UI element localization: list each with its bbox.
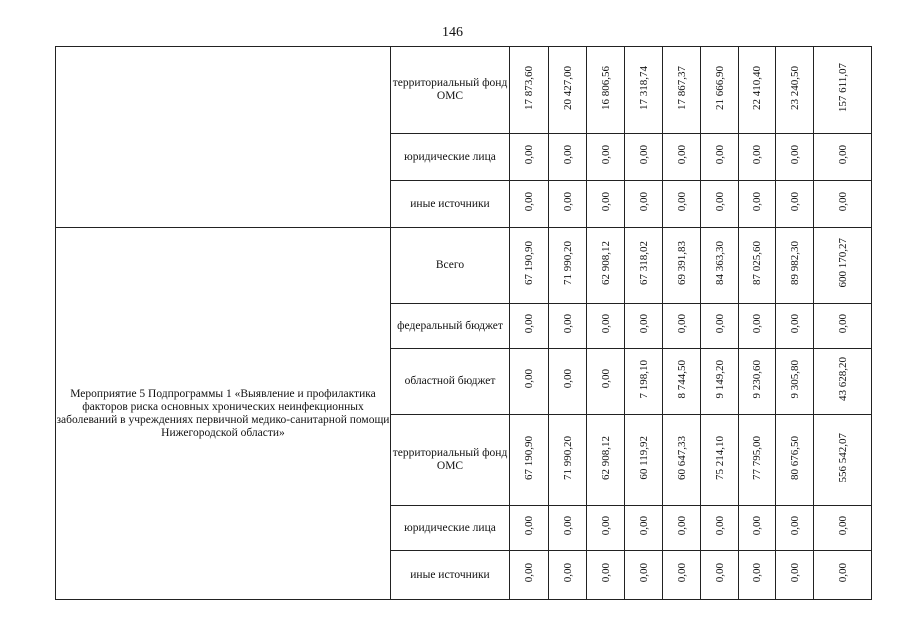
value-cell [776,181,814,228]
value-text: 0,00 [675,562,688,583]
value-cell [663,349,701,415]
value-cell [510,304,549,349]
value-text: 0,00 [523,313,535,334]
value-text: 62 908,12 [599,435,612,480]
value-text: 0,00 [637,313,650,334]
value-cell [814,181,872,228]
value-text: 0,00 [561,191,574,212]
value-text: 67 318,02 [637,241,650,285]
value-text: 0,00 [599,369,612,389]
funding-source-cell: иные источники [391,181,510,228]
value-text: 17 318,74 [637,65,650,110]
value-cell [510,47,549,134]
value-cell [776,134,814,181]
value-cell [549,415,587,506]
value-cell [776,415,814,506]
value-cell [587,349,625,415]
value-cell [663,506,701,551]
value-cell [701,349,739,415]
value-cell [701,304,739,349]
value-text: 9 149,20 [713,359,726,399]
value-text: 0,00 [599,144,612,165]
value-text: 0,00 [523,515,535,536]
value-text: 77 795,00 [751,435,763,480]
table-row [56,228,872,304]
value-cell [549,181,587,228]
value-text: 0,00 [713,562,726,583]
value-cell [549,349,587,415]
value-text: 0,00 [599,562,612,583]
value-cell [739,134,776,181]
value-cell [739,506,776,551]
funding-source-cell: территориальный фонд ОМС [391,47,510,134]
value-text: 16 806,56 [599,65,612,110]
value-text: 9 305,80 [788,359,801,399]
value-cell [549,134,587,181]
value-text: 0,00 [599,515,612,536]
value-cell [587,181,625,228]
event-name-cell: Мероприятие 5 Подпрограммы 1 «Выявление и профилактика факторов риска основных хронических неинфекционных заболеваний в учреждениях первичной медико-санитарной помощи Нижегородской области» [56,228,391,600]
value-text: 0,00 [637,562,650,583]
value-text: 0,00 [788,515,801,536]
value-text: 89 982,30 [788,241,801,285]
value-text: 0,00 [561,515,574,536]
value-text: 0,00 [751,144,763,165]
value-text: 60 647,33 [675,435,688,480]
value-cell [510,349,549,415]
value-text: 0,00 [713,144,726,165]
value-text: 0,00 [599,191,612,212]
value-cell [701,134,739,181]
value-text: 71 990,20 [561,435,574,480]
value-text: 17 867,37 [675,65,688,110]
financing-table [55,46,872,600]
value-cell [814,304,872,349]
value-cell [587,228,625,304]
funding-source-cell: федеральный бюджет [391,304,510,349]
funding-source-cell: юридические лица [391,134,510,181]
value-cell [625,415,663,506]
value-cell [814,506,872,551]
value-cell [739,304,776,349]
value-cell [814,349,872,415]
value-text: 75 214,10 [713,435,726,480]
value-text: 43 628,20 [836,357,849,401]
value-cell [625,304,663,349]
value-text: 0,00 [788,313,801,334]
value-cell [510,506,549,551]
value-cell [625,134,663,181]
value-text: 0,00 [561,144,574,165]
value-text: 0,00 [836,515,849,536]
value-cell [549,47,587,134]
value-cell [510,181,549,228]
value-cell [776,304,814,349]
value-text: 9 230,60 [751,359,763,399]
value-text: 23 240,50 [788,65,801,110]
value-cell [776,47,814,134]
event-name-cell [56,47,391,228]
value-cell [625,181,663,228]
funding-source-cell: Всего [391,228,510,304]
value-cell [739,47,776,134]
value-cell [663,47,701,134]
value-text: 69 391,83 [675,241,688,285]
value-cell [663,551,701,600]
value-text: 0,00 [713,515,726,536]
value-cell [814,415,872,506]
value-cell [625,47,663,134]
value-cell [663,181,701,228]
value-text: 0,00 [675,191,688,212]
value-text: 0,00 [713,313,726,334]
value-cell [814,134,872,181]
value-text: 0,00 [637,515,650,536]
value-text: 0,00 [561,313,574,334]
value-cell [701,47,739,134]
value-cell [739,415,776,506]
value-text: 600 170,27 [836,238,849,288]
value-cell [510,134,549,181]
value-cell [663,415,701,506]
value-text: 0,00 [836,144,849,165]
value-text: 0,00 [637,144,650,165]
table-row [56,47,872,134]
value-text: 71 990,20 [561,241,574,285]
value-text: 67 190,90 [523,241,535,285]
value-cell [663,228,701,304]
value-cell [625,349,663,415]
value-text: 20 427,00 [561,65,574,110]
value-text: 87 025,60 [751,241,763,285]
value-text: 62 908,12 [599,241,612,285]
funding-source-cell: юридические лица [391,506,510,551]
value-cell [549,551,587,600]
value-text: 60 119,92 [637,435,650,480]
value-text: 556 542,07 [836,432,849,483]
value-text: 80 676,50 [788,435,801,480]
value-cell [587,415,625,506]
value-text: 0,00 [675,313,688,334]
value-text: 7 198,10 [637,359,650,399]
value-cell [510,415,549,506]
value-text: 8 744,50 [675,359,688,399]
value-text: 0,00 [523,562,535,583]
value-cell [776,349,814,415]
value-cell [701,228,739,304]
value-cell [701,551,739,600]
value-text: 67 190,90 [523,435,535,480]
value-cell [776,228,814,304]
value-text: 21 666,90 [713,65,726,110]
value-cell [625,551,663,600]
value-cell [625,228,663,304]
page-number: 146 [442,25,463,40]
value-cell [663,134,701,181]
value-text: 17 873,60 [523,65,535,110]
value-cell [701,506,739,551]
value-cell [587,304,625,349]
value-text: 0,00 [637,191,650,212]
value-text: 0,00 [599,313,612,334]
value-text: 0,00 [713,191,726,212]
value-cell [510,551,549,600]
value-cell [739,349,776,415]
value-cell [814,47,872,134]
value-text: 0,00 [561,369,574,389]
value-cell [814,551,872,600]
value-text: 157 611,07 [836,62,849,113]
value-cell [549,228,587,304]
value-cell [701,181,739,228]
value-cell [587,506,625,551]
value-cell [549,304,587,349]
value-cell [776,506,814,551]
value-text: 0,00 [523,191,535,212]
funding-source-cell: иные источники [391,551,510,600]
value-text: 22 410,40 [751,65,763,110]
value-cell [625,506,663,551]
value-text: 0,00 [523,144,535,165]
value-text: 0,00 [836,191,849,212]
value-text: 0,00 [788,191,801,212]
value-cell [587,47,625,134]
value-cell [510,228,549,304]
value-text: 0,00 [788,562,801,583]
value-cell [776,551,814,600]
value-text: 0,00 [788,144,801,165]
value-cell [587,134,625,181]
value-cell [739,551,776,600]
value-text: 0,00 [836,562,849,583]
value-cell [739,181,776,228]
value-text: 84 363,30 [713,241,726,285]
value-text: 0,00 [675,515,688,536]
funding-source-cell: территориальный фонд ОМС [391,415,510,506]
value-text: 0,00 [523,369,535,389]
value-cell [549,506,587,551]
value-text: 0,00 [751,191,763,212]
value-cell [701,415,739,506]
value-cell [663,304,701,349]
value-cell [814,228,872,304]
value-text: 0,00 [751,515,763,536]
value-text: 0,00 [836,313,849,334]
funding-source-cell: областной бюджет [391,349,510,415]
value-text: 0,00 [751,562,763,583]
value-text: 0,00 [675,144,688,165]
value-cell [739,228,776,304]
value-text: 0,00 [751,313,763,334]
value-text: 0,00 [561,562,574,583]
value-cell [587,551,625,600]
